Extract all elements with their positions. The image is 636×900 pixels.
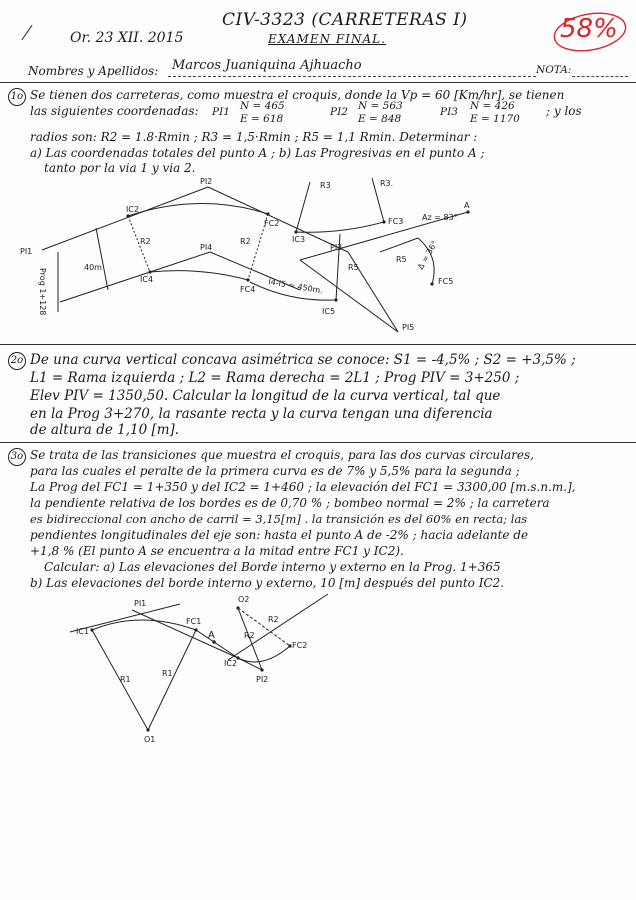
sk1-r2b: R2 (240, 237, 251, 246)
sk3-a: A (208, 630, 215, 641)
nota-label: NOTA: (536, 64, 572, 76)
q1-line-1: Se tienen dos carreteras, como muestra el croquis, donde la Vp = 60 [Km/hr], se tienen (30, 88, 565, 102)
sk3-fc1: FC1 (186, 617, 202, 626)
sk3-r1a: R1 (120, 675, 131, 684)
sk1-ic3: IC3 (292, 235, 306, 244)
q2-line-4: en la Prog 3+270, la rasante recta y la curva tengan una diferencia (30, 406, 493, 422)
name-underline (168, 76, 536, 77)
sk3-o1: O1 (144, 735, 156, 744)
pi2-e: E = 848 (358, 113, 402, 125)
sk1-pi3: PI3 (330, 243, 343, 252)
q1-line-4: a) Las coordenadas totales del punto A ; b) Las Progresivas en el punto A ; (30, 146, 485, 160)
sk1-i4i5: I4-I5 = 450m. (267, 277, 324, 296)
sk3-fc2: FC2 (292, 641, 308, 650)
q2-line-3: Elev PIV = 1350,50. Calcular la longitud de la curva vertical, tal que (30, 388, 501, 404)
sk1-r3b: R3. (380, 179, 394, 188)
exam-title: EXAMEN FINAL. (268, 32, 386, 46)
q1-number: 1o (8, 88, 26, 106)
pi3-label: PI3 (440, 106, 458, 118)
nota-underline (572, 76, 628, 77)
q3-line-7: +1,8 % (El punto A se encuentra a la mitad entre FC1 y IC2). (30, 544, 404, 558)
sk3-ic2: IC2 (224, 659, 238, 668)
sk3-r1b: R1 (162, 669, 173, 678)
sk1-ic4: IC4 (140, 275, 154, 284)
q3-line-3: La Prog del FC1 = 1+350 y del IC2 = 1+460 ; la elevación del FC1 = 3300,00 [m.s.n.m.], (30, 480, 576, 494)
q3-line-6: pendientes longitudinales del eje son: hasta el punto A de -2% ; hacia adelante de (30, 528, 529, 542)
sk3-pi2: PI2 (256, 675, 269, 684)
sk1-r2a: R2 (140, 237, 151, 246)
q1-line-2: las siguientes coordenadas: (30, 104, 199, 118)
sk1-fc5: FC5 (438, 277, 454, 286)
sk1-r3a: R3 (320, 181, 331, 190)
coords-tail: ; y los (546, 104, 582, 118)
q2-line-5: de altura de 1,10 [m]. (30, 422, 180, 438)
q2-divider (0, 442, 636, 443)
sk3-ic1: IC1 (76, 627, 90, 636)
q3-line-9: b) Las elevaciones del borde interno y externo, 10 [m] después del punto IC2. (30, 576, 505, 590)
sk1-fc2: FC2 (264, 219, 280, 228)
sk1-a: A (464, 201, 470, 210)
sk1-prog: Prog 1+128 (38, 268, 47, 316)
q1-divider (0, 344, 636, 345)
pen-slash-mark (21, 25, 32, 40)
pi1-n: N = 465 (240, 100, 285, 112)
name-label: Nombres y Apellidos: (28, 64, 159, 78)
pi3-e: E = 1170 (470, 113, 520, 125)
sk1-fc3: FC3 (388, 217, 404, 226)
q3-sketch (0, 590, 636, 760)
pi1-e: E = 618 (240, 113, 284, 125)
sk1-pi5: PI5 (402, 323, 415, 332)
pi3-n: N = 426 (470, 100, 515, 112)
sk1-az: Az = 83° (422, 213, 458, 222)
sk3-o2: O2 (238, 595, 250, 604)
q1-line-5: tanto por la via 1 y via 2. (44, 161, 196, 175)
student-name: Marcos Juaniquina Ajhuacho (172, 58, 362, 73)
pi2-n: N = 563 (358, 100, 403, 112)
sk1-pi2: PI2 (200, 177, 213, 186)
sk1-dist40: 40m (84, 263, 102, 272)
sk3-r2a: R2 (244, 631, 255, 640)
sk1-r5a: R5 (348, 263, 359, 272)
sk1-pi1: PI1 (20, 247, 33, 256)
q2-number: 2o (8, 352, 26, 370)
sk1-fc4: FC4 (240, 285, 256, 294)
q3-line-4: la pendiente relativa de los bordes es de 0,70 % ; bombeo normal = 2% ; la carretera (30, 496, 550, 510)
grade-mark: 58% (560, 14, 618, 44)
sk3-r2b: R2 (268, 615, 279, 624)
q1-sketch (0, 172, 636, 342)
sk1-ang: Δ = 36° (415, 239, 440, 271)
header-divider (0, 82, 636, 83)
pi1-label: PI1 (212, 106, 230, 118)
exam-date: Or. 23 XII. 2015 (70, 30, 184, 46)
q3-number: 3o (8, 448, 26, 466)
q3-line-1: Se trata de las transiciones que muestra el croquis, para las dos curvas circulares, (30, 448, 534, 462)
sk1-ic5: IC5 (322, 307, 336, 316)
grade-circle (550, 8, 630, 58)
sk1-r5b: R5 (396, 255, 407, 264)
sk1-ic2: IC2 (126, 205, 140, 214)
sk3-pi1: PI1 (134, 599, 147, 608)
q1-line-3: radios son: R2 = 1.8·Rmin ; R3 = 1,5·Rmin ; R5 = 1,1 Rmin. Determinar : (30, 130, 478, 144)
q3-line-8: Calcular: a) Las elevaciones del Borde interno y externo en la Prog. 1+365 (44, 560, 501, 574)
pi2-label: PI2 (330, 106, 348, 118)
sk1-pi4: PI4 (200, 243, 213, 252)
q2-line-1: De una curva vertical concava asimétrica se conoce: S1 = -4,5% ; S2 = +3,5% ; (30, 352, 576, 368)
q3-line-5: es bidireccional con ancho de carril = 3,15[m] . la transición es del 60% en recta; las (30, 512, 528, 526)
q3-line-2: para las cuales el peralte de la primera curva es de 7% y 5,5% para la segunda ; (30, 464, 520, 478)
q2-line-2: L1 = Rama izquierda ; L2 = Rama derecha = 2L1 ; Prog PIV = 3+250 ; (30, 370, 520, 386)
course-title: CIV-3323 (CARRETERAS I) (222, 10, 468, 30)
